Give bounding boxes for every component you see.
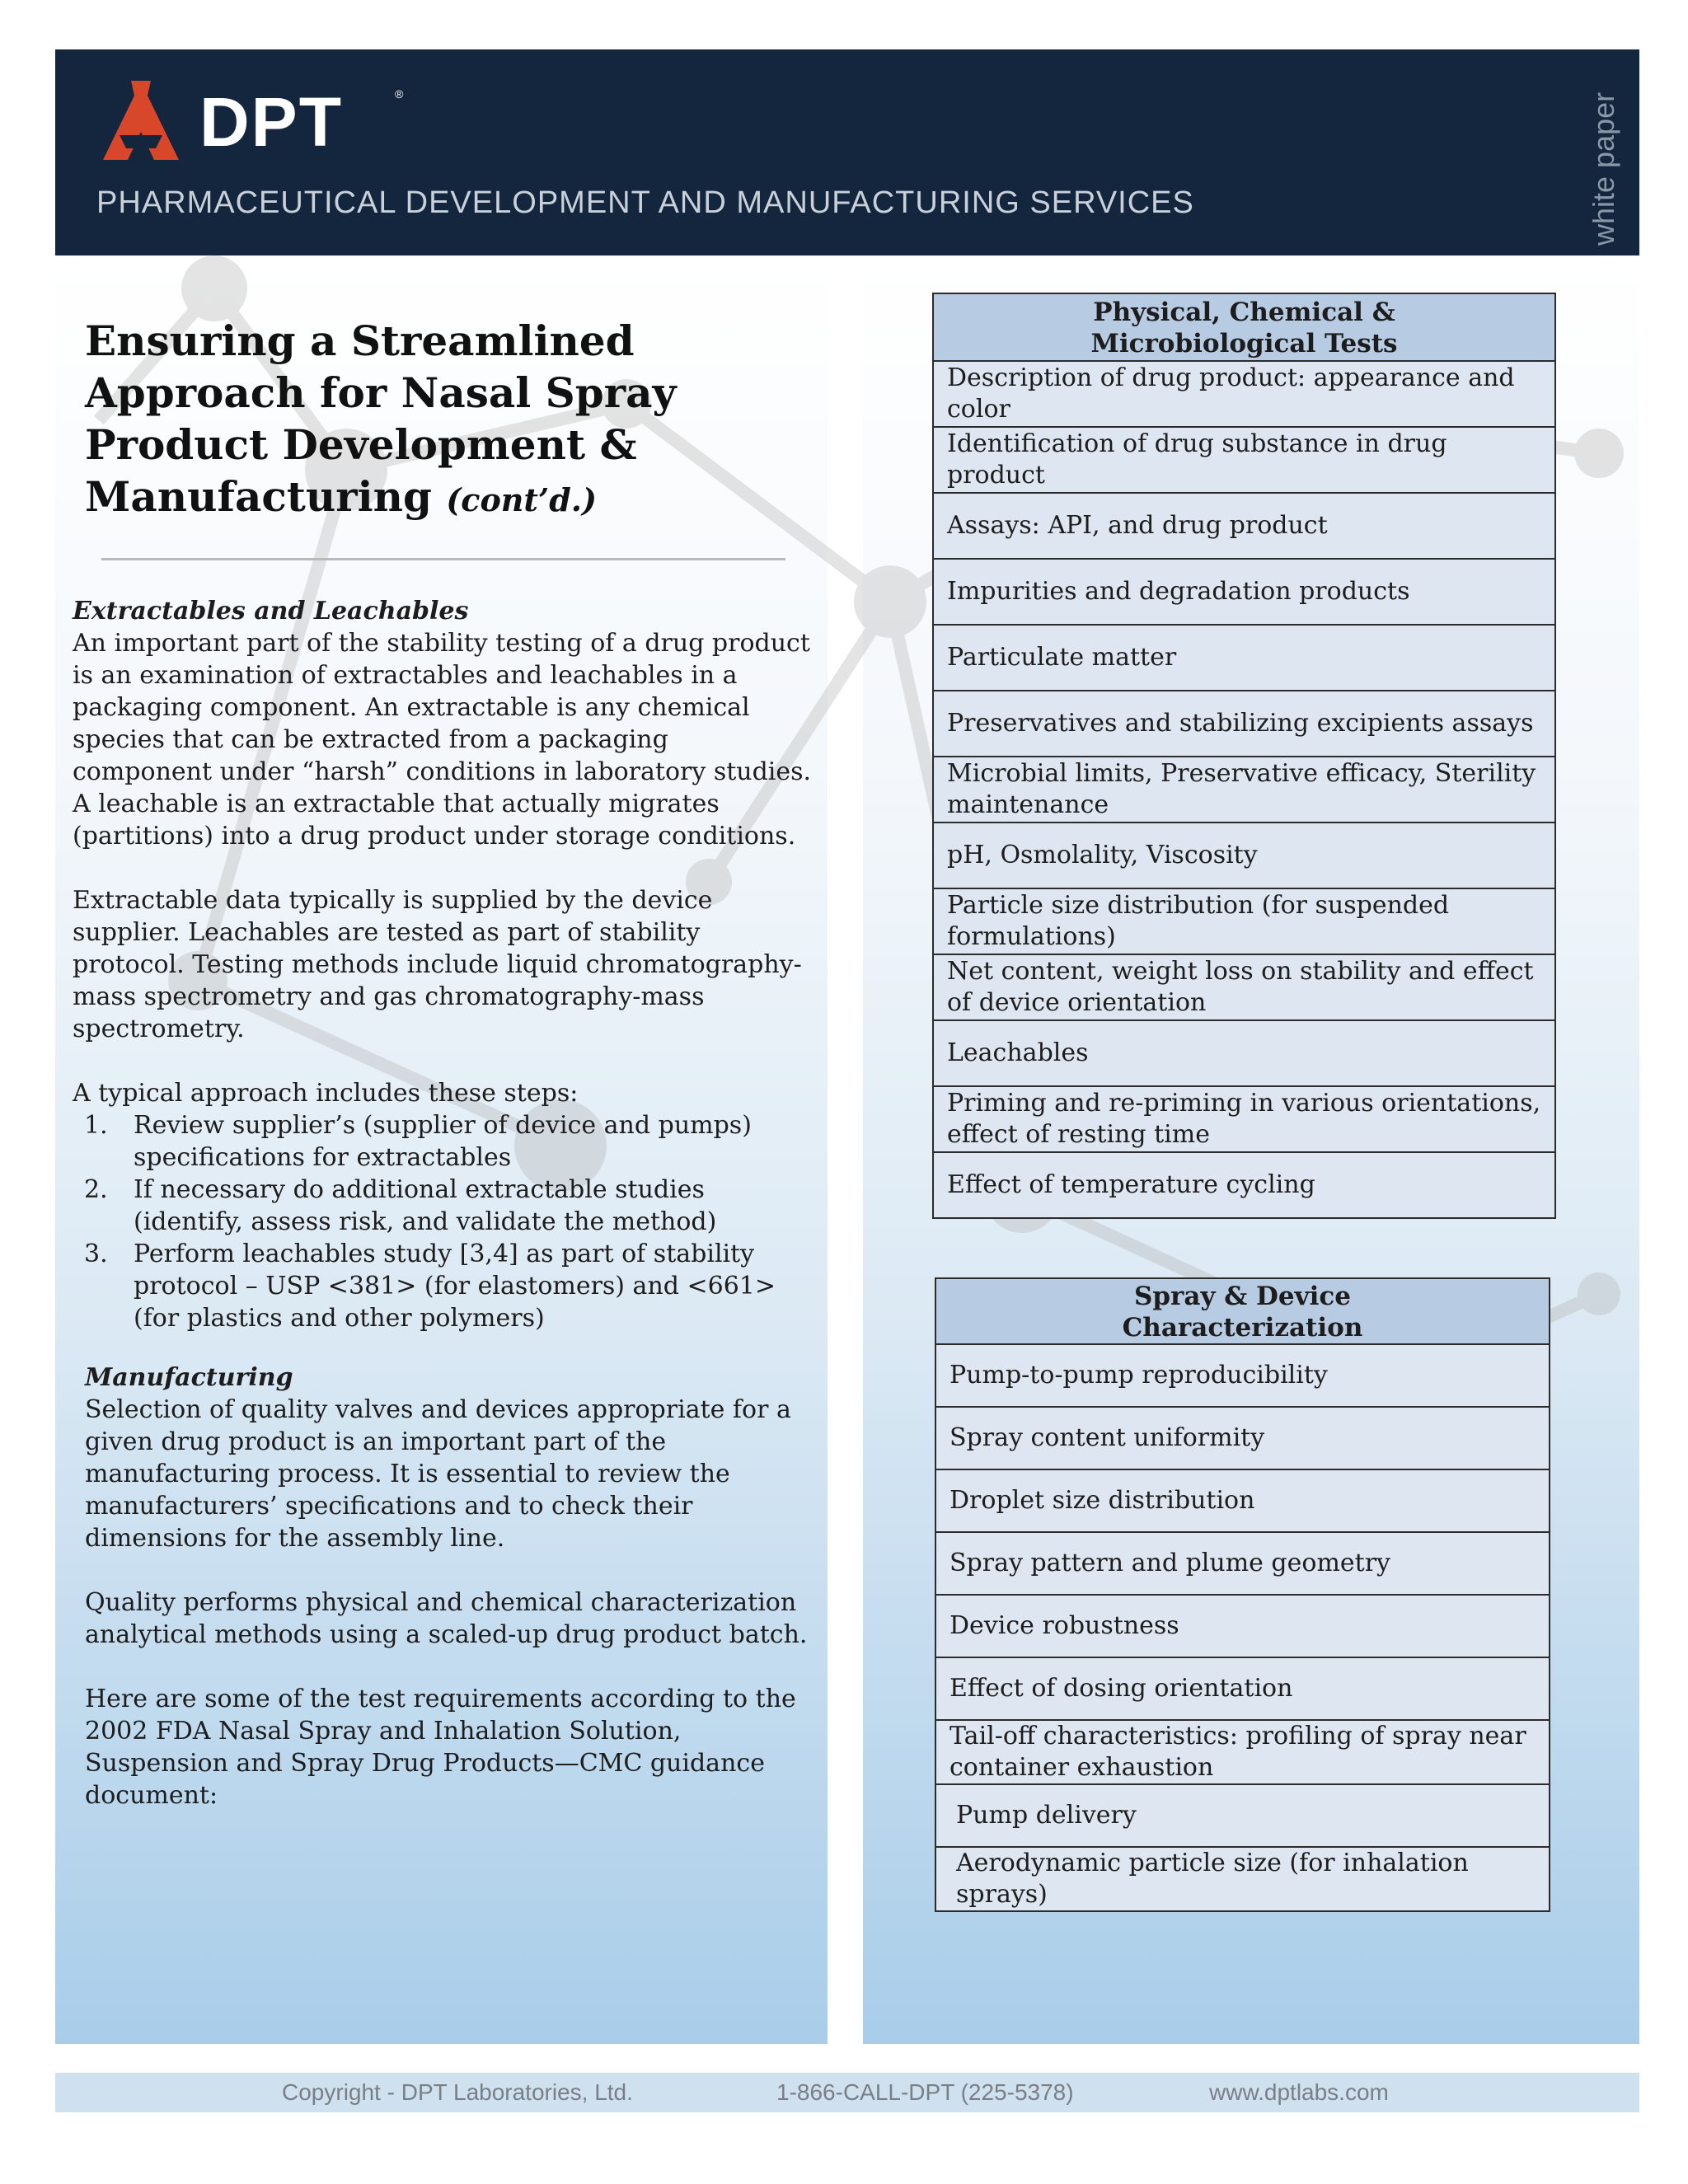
- steps-list: [73, 1109, 814, 1334]
- table-row: Microbial limits, Preservative efficacy, Sterility maintenance: [933, 757, 1555, 823]
- manufacturing-heading: Manufacturing: [85, 1363, 293, 1392]
- page-title: [85, 315, 785, 526]
- table-row: Spray content uniformity: [935, 1407, 1550, 1469]
- table-row: Spray pattern and plume geometry: [935, 1532, 1550, 1595]
- extractables-paragraph-2: Extractable data typically is supplied by the device supplier. Leachables are tested as part of stability protocol. Testing methods include liquid chromatography-mass spectrometry and gas chromatography-mass spectrometry.: [73, 886, 802, 1043]
- footer-website-link[interactable]: www.dptlabs.com: [1209, 2079, 1389, 2105]
- header-banner: [55, 49, 1639, 255]
- manufacturing-paragraph-1: Selection of quality valves and devices appropriate for a given drug product is an important part of the manufacturing process. It is essential to review the manufacturers’ specifications and to check their dimensions for the assembly line.: [85, 1395, 791, 1553]
- title-line-4: Manufacturing: [85, 472, 432, 521]
- footer-phone: 1-866-CALL-DPT (225-5378): [776, 2079, 1074, 2105]
- list-item: 2. If necessary do additional extractable studies (identify, assess risk, and validate the method): [84, 1175, 717, 1236]
- dpt-logo: [96, 81, 451, 161]
- table-row: Device robustness: [935, 1595, 1550, 1657]
- manufacturing-paragraph-3: Here are some of the test requirements according to the 2002 FDA Nasal Spray and Inhalation Solution, Suspension and Spray Drug Products—CMC guidance document:: [85, 1685, 796, 1810]
- list-item: 1. Review supplier’s (supplier of device and pumps) specifications for extractables: [84, 1111, 752, 1172]
- table-row: Tail-off characteristics: profiling of spray near container exhaustion: [935, 1720, 1550, 1784]
- manufacturing-paragraph-2: Quality performs physical and chemical characterization analytical methods using a scaled-up drug product batch.: [85, 1588, 808, 1649]
- table-row: Aerodynamic particle size (for inhalation sprays): [935, 1847, 1550, 1911]
- spray-device-characterization-table: [935, 1277, 1550, 1912]
- list-item: 3. Perform leachables study [3,4] as part of stability protocol – USP <381> (for elastomers) and <661> (for plastics and other polymers): [84, 1240, 776, 1333]
- manufacturing-section: [85, 1361, 810, 1811]
- table-row: Priming and re-priming in various orientations, effect of resting time: [933, 1086, 1555, 1152]
- title-suffix: (cont’d.): [446, 481, 597, 518]
- steps-intro: A typical approach includes these steps:: [73, 1079, 579, 1108]
- footer-copyright: Copyright - DPT Laboratories, Ltd.: [282, 2079, 633, 2105]
- footer-bar: [55, 2073, 1639, 2112]
- title-line-2: Approach for Nasal Spray: [85, 368, 677, 417]
- table-row: Description of drug product: appearance and color: [933, 361, 1555, 427]
- table-row: pH, Osmolality, Viscosity: [933, 823, 1555, 888]
- table-row: Assays: API, and drug product: [933, 493, 1555, 559]
- table-row: Pump delivery: [935, 1784, 1550, 1847]
- table-row: Preservatives and stabilizing excipients assays: [933, 691, 1555, 757]
- dpt-logo-mark-icon: [96, 81, 195, 163]
- logo-text: DPT: [199, 83, 343, 161]
- table-row: Effect of temperature cycling: [933, 1152, 1555, 1218]
- document-type-label: white paper: [1587, 91, 1620, 246]
- table-header: Spray & Device Characterization: [935, 1278, 1550, 1344]
- table-row: Droplet size distribution: [935, 1469, 1550, 1532]
- title-divider: [101, 558, 785, 560]
- title-line-1: Ensuring a Streamlined: [85, 316, 635, 365]
- table-row: Identification of drug substance in drug product: [933, 427, 1555, 493]
- table-row: Net content, weight loss on stability and effect of device orientation: [933, 954, 1555, 1020]
- table-row: Particle size distribution (for suspended formulations): [933, 888, 1555, 954]
- table-row: Effect of dosing orientation: [935, 1657, 1550, 1720]
- table-row: Impurities and degradation products: [933, 559, 1555, 625]
- extractables-section: [73, 595, 814, 1334]
- title-line-3: Product Development &: [85, 420, 637, 469]
- table-row: Leachables: [933, 1020, 1555, 1086]
- extractables-heading: Extractables and Leachables: [73, 597, 469, 626]
- table-header: Physical, Chemical & Microbiological Tests: [933, 293, 1555, 361]
- extractables-paragraph-1: An important part of the stability testing of a drug product is an examination of extractables and leachables in a packaging component. An extractable is any chemical species that can be extracted from a packaging component under “harsh” conditions in laboratory studies. A leachable is an extractable that actually migrates (partitions) into a drug product under storage conditions.: [73, 629, 812, 851]
- registered-mark: ®: [395, 87, 404, 101]
- physical-chemical-tests-table: [932, 293, 1556, 1219]
- tagline: PHARMACEUTICAL DEVELOPMENT AND MANUFACTURING SERVICES: [96, 185, 1194, 220]
- table-row: Particulate matter: [933, 625, 1555, 691]
- table-row: Pump-to-pump reproducibility: [935, 1344, 1550, 1407]
